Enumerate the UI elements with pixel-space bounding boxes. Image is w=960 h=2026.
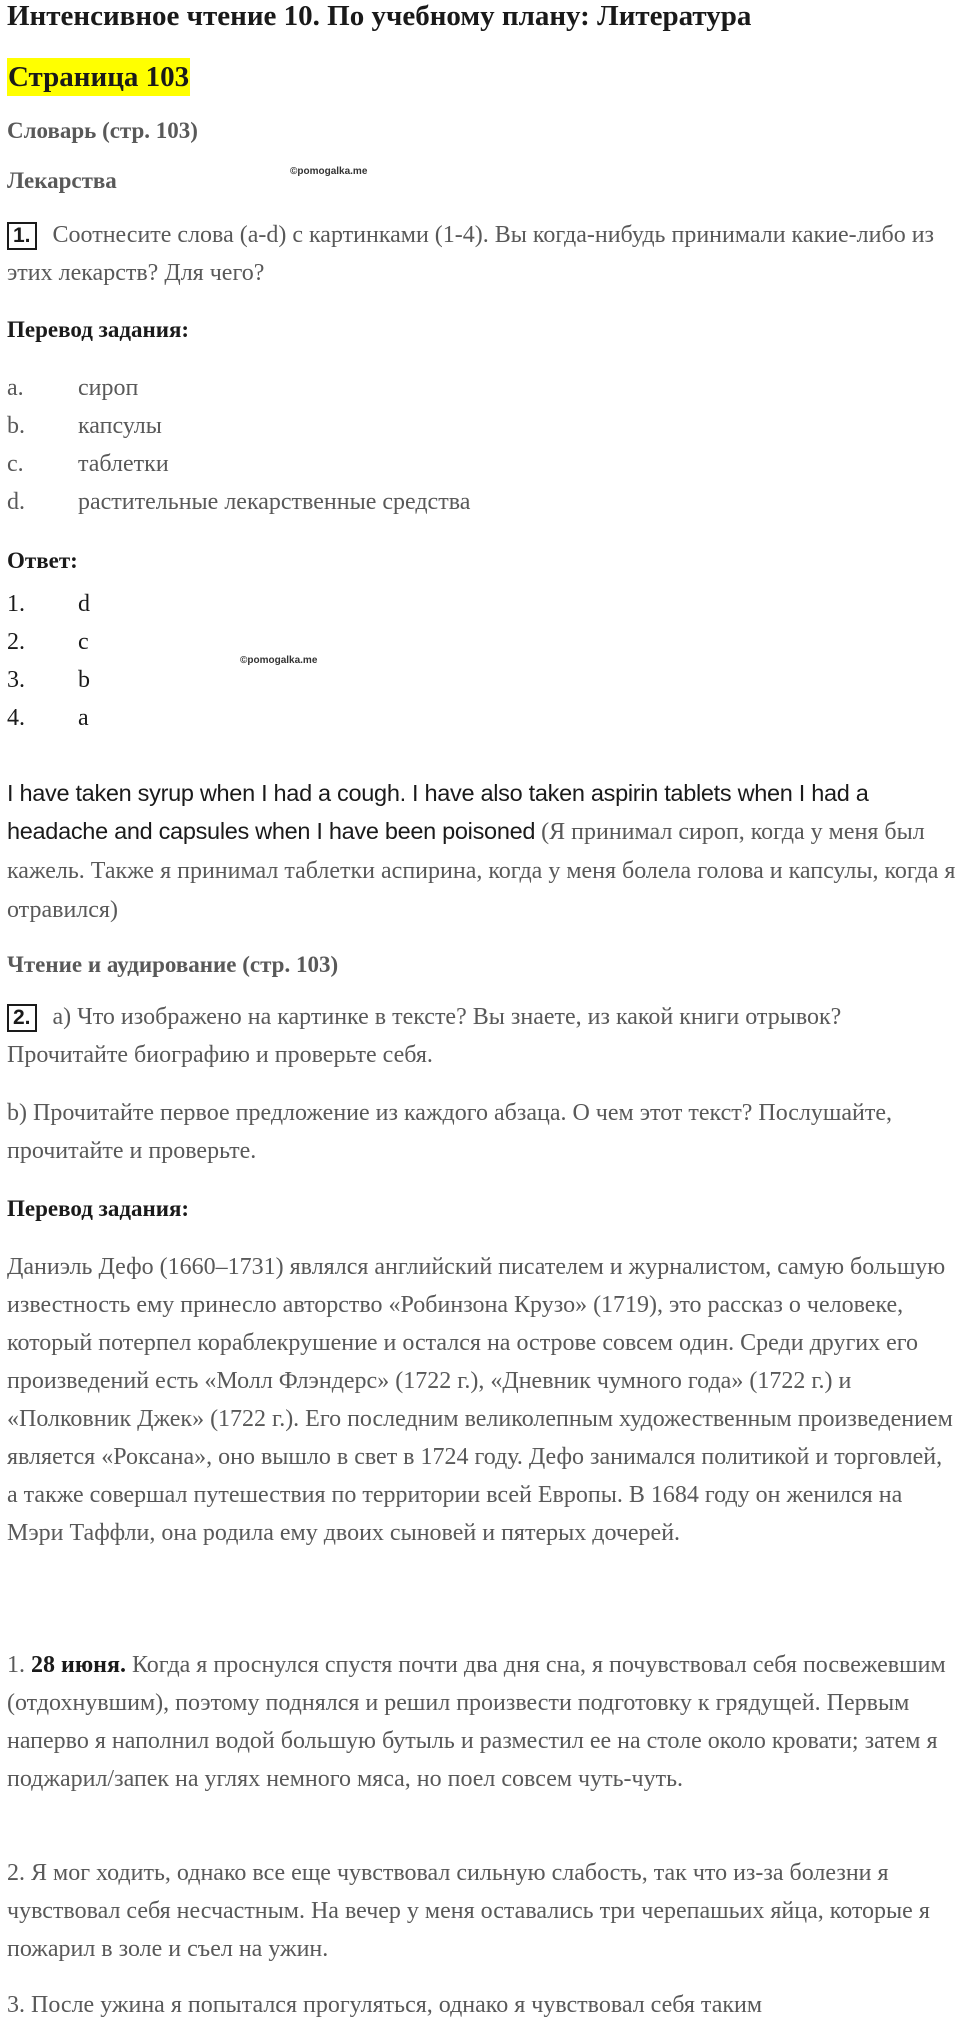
watermark-top: ©pomogalka.me [290,166,368,177]
task2-instruction-a [7,998,952,1074]
biography-paragraph: Даниэль Дефо (1660–1731) являлся английский писателем и журналистом, самую большую известность ему принесло авторство «Робинзона Крузо» (1719), это рассказ о человеке, который потерпел кораблекрушение и остался на острове совсем один. Среди других его произведений есть «Молл Флэндерс» (1722 г.), «Дневник чумного года» (1722 г.) и «Полковник Джек» (1722 г.). Его последним великолепным художественным произведением является «Роксана», оно вышло в свет в 1724 году. Дефо занимался политикой и торговлей, а также совершал путешествия по территории всей Европы. В 1684 году он женился на Мэри Таффли, она родила ему двоих сыновей и пятерых дочерей. [7,1254,953,1546]
task1-text: Соотнесите слова (a-d) с картинками (1-4). Вы когда-нибудь принимали какие-либо из этих лекарств? Для чего? [7,222,935,286]
list-marker: b. [7,413,25,439]
list-text: растительные лекарственные средства [78,489,471,515]
list-text: таблетки [78,451,169,477]
task1-number-box: 1. [7,222,37,250]
paragraph-number: 1. [7,1652,31,1678]
list-marker: c. [7,451,24,477]
reading-heading: Чтение и аудирование (стр. 103) [7,952,339,977]
list-marker: a. [7,375,24,401]
task2-translation-heading: Перевод задания: [7,1196,190,1221]
answer-russian-translation: (Я принимал сироп, когда у меня был кажель. Также я принимал таблетки аспирина, когда у меня болела голова и капсулы, когда я отравился) [7,819,956,923]
list-marker: 1. [7,591,25,617]
task2-number-box: 2. [7,1004,37,1032]
task1-answer-heading: Ответ: [7,548,78,573]
list-text: c [78,629,89,655]
task1-instruction [7,216,952,292]
task2-text-a: a) Что изображено на картинке в тексте? Вы знаете, из какой книги отрывок? Прочитайте биографию и проверьте себя. [7,1004,842,1068]
list-text: сироп [78,375,139,401]
watermark-middle: ©pomogalka.me [240,655,318,666]
text-paragraph-3: 3. После ужина я попытался прогуляться, однако я чувствовал себя таким [7,1992,763,2018]
document-title: Интенсивное чтение 10. По учебному плану: Литература [7,0,752,32]
paragraph-date: 28 июня. [31,1652,126,1678]
list-text: капсулы [78,413,162,439]
text-paragraph-2: 2. Я мог ходить, однако все еще чувствовал сильную слабость, так что из-за болезни я чувствовал себя несчастным. На вечер у меня оставались три черепашьих яйца, которые я пожарил в золе и съел на ужин. [7,1860,930,1962]
task2-instruction-b: b) Прочитайте первое предложение из каждого абзаца. О чем этот текст? Послушайте, прочитайте и проверьте. [7,1100,893,1164]
list-marker: 4. [7,705,25,731]
paragraph-text: Когда я проснулся спустя почти два дня сна, я почувствовал себя посвежевшим (отдохнувшим), поэтому поднялся и решил произвести подготовку к грядущей. Первым наперво я наполнил водой большую бутыль и разместил ее на столе около кровати; затем я поджарил/запек на углях немного мяса, но поел совсем чуть-чуть. [7,1652,946,1792]
task1-translation-heading: Перевод задания: [7,317,190,342]
answer-english-text: I have taken syrup when I had a cough. I have also taken aspirin tablets when I had a headache and capsules when I have been poisoned [7,780,869,844]
text-paragraph-1 [7,1646,957,1798]
list-text: a [78,705,89,731]
task1-answer-paragraph [7,774,957,929]
list-marker: 3. [7,667,25,693]
vocabulary-heading: Словарь (стр. 103) [7,118,198,143]
list-text: b [78,667,90,693]
medicine-heading: Лекарства [7,168,117,193]
list-marker: 2. [7,629,25,655]
list-marker: d. [7,489,25,515]
page-number-label: Страница 103 [7,58,190,96]
list-text: d [78,591,90,617]
